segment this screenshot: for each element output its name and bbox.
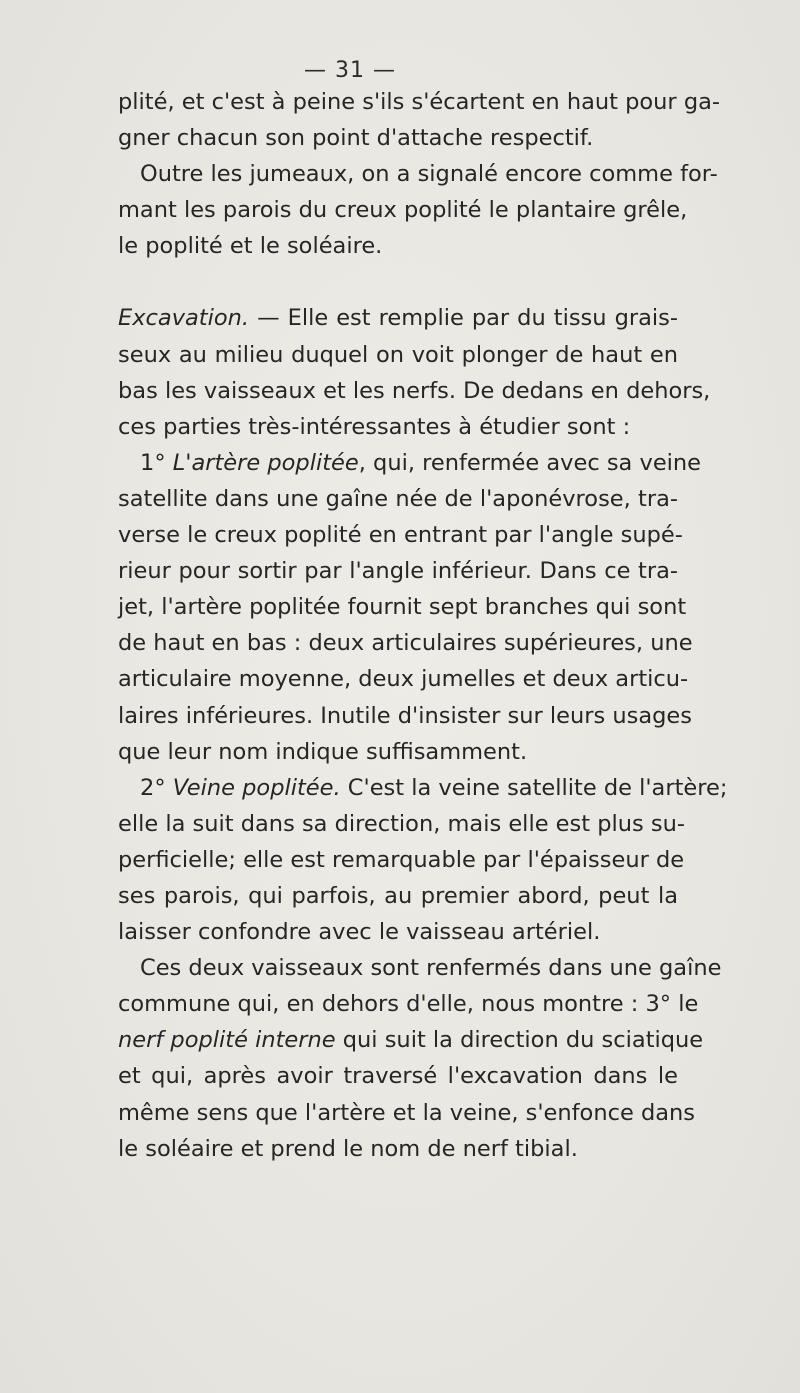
paragraph-gap	[118, 264, 678, 300]
term-veine-poplitee: Veine poplitée.	[172, 774, 341, 801]
text-line: jet, l'artère poplitée fournit sept branches qui sont	[118, 594, 687, 621]
text-line: le soléaire et prend le nom de nerf tibial.	[118, 1135, 578, 1162]
text-line: et qui, après avoir traversé l'excavation dans le	[118, 1063, 678, 1090]
text-line: ses parois, qui parfois, au premier abord, peut la	[118, 882, 678, 909]
text-line: même sens que l'artère et la veine, s'enfonce dans	[118, 1099, 696, 1126]
text-line: Ces deux vaisseaux sont renfermés dans une gaîne	[140, 955, 722, 982]
page-number: — 31 —	[304, 58, 396, 83]
text-line: elle la suit dans sa direction, mais elle est plus su-	[118, 810, 685, 837]
text-line: Outre les jumeaux, on a signalé encore comme for-	[140, 161, 718, 188]
text-line: seux au milieu duquel on voit plonger de haut en	[118, 341, 678, 368]
text-line: que leur nom indique suffisamment.	[118, 738, 528, 765]
section-heading-excavation: Excavation.	[118, 305, 250, 332]
text-line: articulaire moyenne, deux jumelles et deux articu-	[118, 666, 689, 693]
term-artere-poplitee: L'artère poplitée	[172, 449, 359, 476]
text-line: verse le creux poplité en entrant par l'angle supé-	[118, 522, 683, 549]
text-line: ces parties très-intéressantes à étudier sont :	[118, 413, 631, 440]
text-line: bas les vaisseaux et les nerfs. De dedans en dehors,	[118, 377, 711, 404]
text-line: laires inférieures. Inutile d'insister sur leurs usages	[118, 702, 692, 729]
text-line: de haut en bas : deux articulaires supérieures, une	[118, 630, 693, 657]
body-text	[118, 84, 728, 1167]
text-line: Excavation. — Elle est remplie par du tissu grais-	[118, 305, 678, 332]
text-line: 2° Veine poplitée. C'est la veine satellite de l'artère;	[140, 774, 728, 801]
text-line: satellite dans une gaîne née de l'aponévrose, tra-	[118, 485, 678, 512]
text-line: perficielle; elle est remarquable par l'épaisseur de	[118, 846, 685, 873]
text-line: nerf poplité interne qui suit la direction du sciatique	[118, 1027, 704, 1054]
text-line: plité, et c'est à peine s'ils s'écartent en haut pour ga-	[118, 89, 721, 115]
text-line: mant les parois du creux poplité le plantaire grêle,	[118, 197, 688, 224]
text-line: le poplité et le soléaire.	[118, 233, 383, 260]
text-line: laisser confondre avec le vaisseau artériel.	[118, 919, 601, 946]
text-line: 1° L'artère poplitée, qui, renfermée avec sa veine	[140, 449, 702, 476]
text-line: rieur pour sortir par l'angle inférieur. Dans ce tra-	[118, 558, 678, 585]
term-nerf-poplite-interne: nerf poplité interne	[118, 1027, 336, 1054]
text-line: commune qui, en dehors d'elle, nous montre : 3° le	[118, 991, 699, 1018]
text-line: gner chacun son point d'attache respectif.	[118, 125, 594, 152]
